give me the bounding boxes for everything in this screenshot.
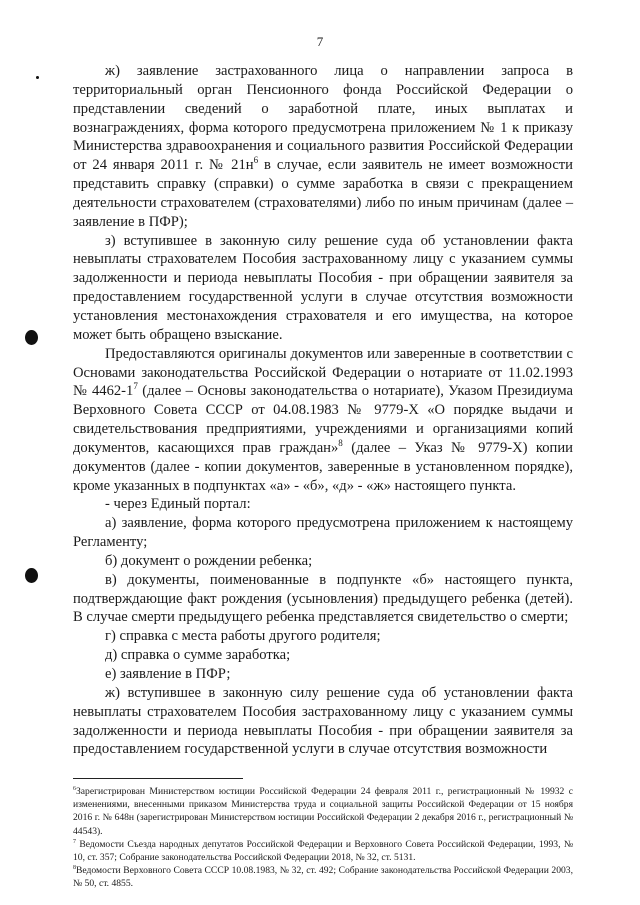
paragraph: д) справка о сумме заработка; xyxy=(105,647,291,664)
paragraph: ж) вступившее в законную силу решение суда об установлении факта невыплаты страхователем Пособия застрахованному лицу с указанием суммы задолженности и периода невыплаты Пособия - при обращении заявителя за предоставлением государственной услуги в случае отсутствия возможности xyxy=(73,684,573,758)
paragraph: б) документ о рождении ребенка; xyxy=(105,552,313,569)
paragraph: Предоставляются оригиналы документов или заверенные в соответствии с Основами законодательства Российской Федерации о нотариате от 11.02.1993 № $4462-1^7$ (далее – Основы законодательства о нотариате), Указом Президиума Верховного Совета СССР от 04.08.1983 № 9779-Х «О порядке выдачи и свидетельствования предприятиями, учреждениями и организациями копий документов, касающихся прав граждан»$^8$ (далее – Указ № 9779-Х) копии документов (далее - копии документов, заверенные в установленном порядке), кроме указанных в подпунктах «а» - «б», «д» - «ж» настоящего пункта. xyxy=(73,345,573,494)
footnote-ref: 6 xyxy=(253,155,259,166)
footnote-ref: 7 xyxy=(133,381,138,392)
paragraph: в) документы, поименованные в подпункте «б» настоящего пункта, подтверждающие факт рождения (усыновления) предыдущего ребенка (детей). В случае смерти предыдущего ребенка представляется свидетельство о смерти; xyxy=(73,571,573,626)
footnote: $^6$Зарегистрирован Министерством юстиции Российской Федерации 24 февраля 2011 г., регистрационный № 19932 с изменениями, внесенными приказом Министерства труда и социальной защиты Российской Федерации от 15 ноября 2016 г. № 648н (зарегистрирован Министерством юстиции Российской Федерации 2 декабря 2016 г., регистрационный № 44543). xyxy=(73,785,573,837)
paragraph: з) вступившее в законную силу решение суда об установлении факта невыплаты страхователем Пособия застрахованному лицу с указанием суммы задолженности и периода невыплаты Пособия - при обращении заявителя за предоставлением государственной услуги в случае отсутствия возможности установления местонахождения страхователя и его имущества, на которое может быть обращено взыскание. xyxy=(73,232,573,343)
scan-speck xyxy=(36,76,39,79)
footnote: $^8$Ведомости Верховного Совета СССР 10.08.1983, № 32, ст. 492; Собрание законодательства Российской Федерации 2003, № 50, ст. 4855. xyxy=(73,865,573,890)
paragraph: г) справка с места работы другого родителя; xyxy=(105,628,381,645)
punch-hole-mark xyxy=(25,330,38,345)
footnotes xyxy=(73,785,573,891)
footnote-divider xyxy=(73,778,243,779)
punch-hole-mark xyxy=(25,568,38,583)
page-number: 7 xyxy=(316,34,324,49)
footnote-ref: 8 xyxy=(338,438,343,449)
paragraph: а) заявление, форма которого предусмотрена приложением к настоящему Регламенту; xyxy=(73,515,573,551)
paragraph: ж) заявление застрахованного лица о направлении запроса в территориальный орган Пенсионного фонда Российской Федерации о представлении сведений о заработной плате, иных выплатах и вознаграждениях, форма которого предусмотрена приложением № 1 к приказу Министерства здравоохранения и социального развития Российской Федерации от 24 января 2011 г. № $21н^6$ в случае, если заявитель не имеет возможности представить справку (справки) о сумме заработка в связи с прекращением деятельности страхователем (страхователями) либо по иным причинам (далее – заявление в ПФР); xyxy=(73,63,573,230)
document-body xyxy=(73,62,573,759)
paragraph: - через Единый портал: xyxy=(105,496,251,513)
footnote: $^7$ Ведомости Съезда народных депутатов Российской Федерации и Верховного Совета Российской Федерации, 1993, № 10, ст. 357; Собрание законодательства Российской Федерации 2018, № 32, ст. 5131. xyxy=(73,838,573,864)
paragraph: е) заявление в ПФР; xyxy=(105,666,231,682)
